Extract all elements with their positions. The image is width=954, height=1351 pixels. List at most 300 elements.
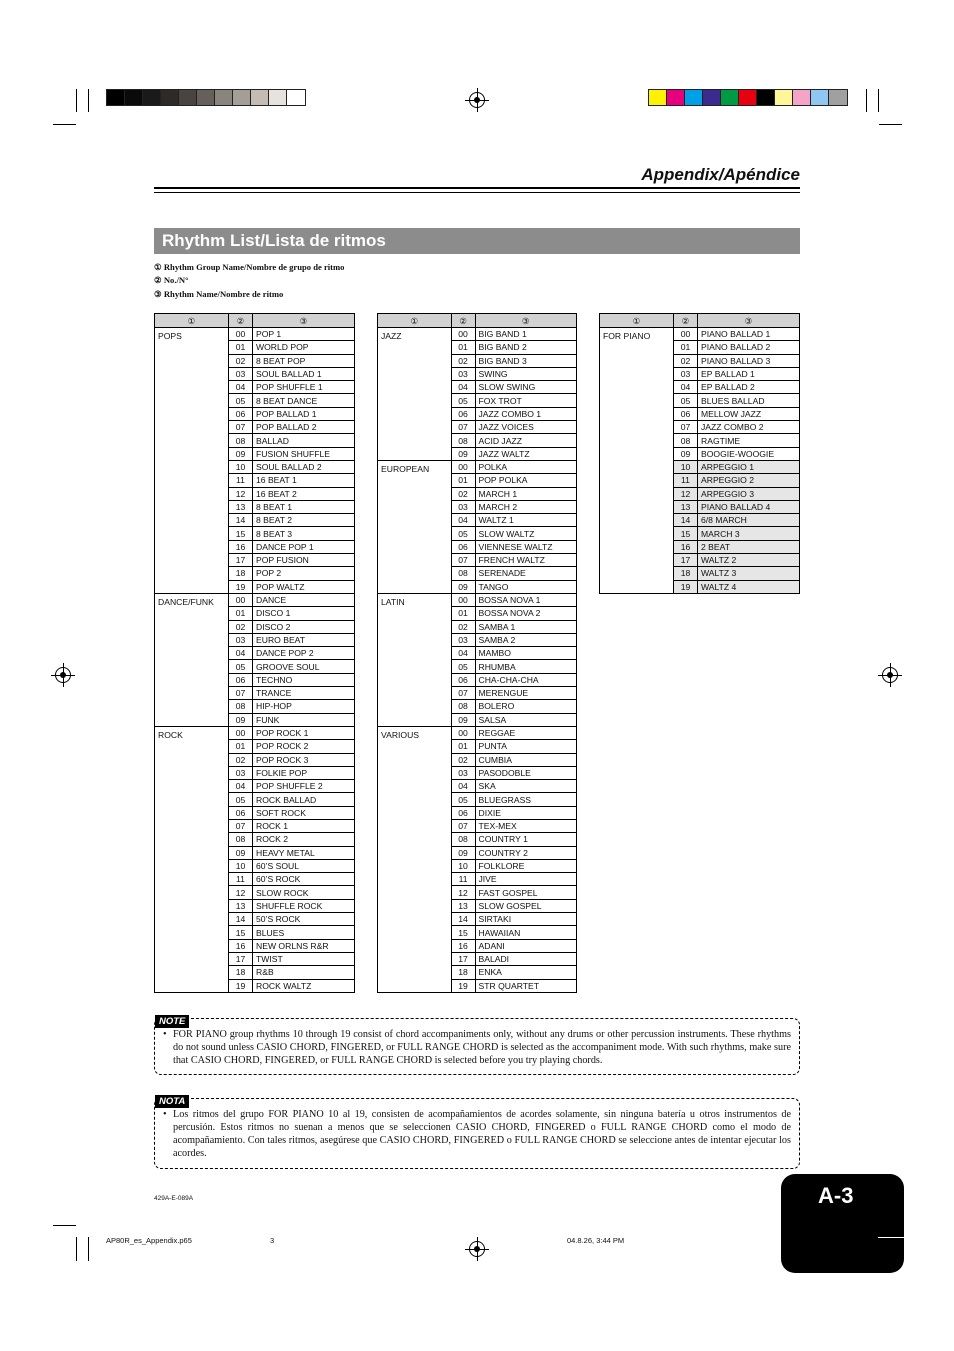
color-swatch: [143, 90, 161, 105]
rhythm-name: TWIST: [253, 952, 355, 965]
rhythm-name: POP ROCK 2: [253, 740, 355, 753]
rhythm-name: SAMBA 2: [475, 633, 577, 646]
rhythm-number: 00: [451, 726, 475, 739]
color-swatch: [829, 90, 847, 105]
rhythm-name: 8 BEAT DANCE: [253, 394, 355, 407]
rhythm-number: 08: [451, 833, 475, 846]
rhythm-number: 00: [451, 328, 475, 341]
rhythm-name: ROCK BALLAD: [253, 793, 355, 806]
color-swatch: [233, 90, 251, 105]
rhythm-name: DISCO 1: [253, 607, 355, 620]
rhythm-name: PASODOBLE: [475, 766, 577, 779]
rhythm-number: 16: [229, 939, 253, 952]
rhythm-name: EP BALLAD 1: [698, 367, 800, 380]
rhythm-name: SAMBA 1: [475, 620, 577, 633]
page-heading: Rhythm List/Lista de ritmos: [162, 231, 386, 250]
rhythm-number: 03: [451, 766, 475, 779]
column-header: ③: [698, 314, 800, 328]
rhythm-group-name: EUROPEAN: [378, 460, 452, 593]
rhythm-name: MARCH 2: [475, 500, 577, 513]
rhythm-name: POP WALTZ: [253, 580, 355, 593]
registration-mark-icon: [469, 92, 485, 108]
color-swatch: [197, 90, 215, 105]
rhythm-name: SLOW WALTZ: [475, 527, 577, 540]
rhythm-name: ENKA: [475, 966, 577, 979]
header-rule: [154, 192, 800, 193]
table-row: [600, 328, 800, 341]
rhythm-group-name: ROCK: [155, 726, 229, 992]
rhythm-number: 03: [451, 500, 475, 513]
color-swatch: [703, 90, 721, 105]
rhythm-group-name: JAZZ: [378, 328, 452, 461]
rhythm-number: 17: [451, 952, 475, 965]
rhythm-name: GROOVE SOUL: [253, 660, 355, 673]
rhythm-name: BOSSA NOVA 1: [475, 593, 577, 606]
rhythm-name: ACID JAZZ: [475, 434, 577, 447]
legend-item: ① Rhythm Group Name/Nombre de grupo de ritmo: [154, 262, 345, 272]
rhythm-name: SIRTAKI: [475, 913, 577, 926]
bullet-icon: •: [163, 1029, 167, 1040]
rhythm-name: HEAVY METAL: [253, 846, 355, 859]
rhythm-number: 12: [229, 886, 253, 899]
rhythm-name: ROCK WALTZ: [253, 979, 355, 992]
rhythm-number: 03: [229, 367, 253, 380]
column-header: ②: [451, 314, 475, 328]
rhythm-name: CUMBIA: [475, 753, 577, 766]
rhythm-number: 03: [229, 766, 253, 779]
rhythm-number: 07: [229, 819, 253, 832]
rhythm-name: DIXIE: [475, 806, 577, 819]
section-title: Appendix/Apéndice: [641, 165, 800, 184]
rhythm-name: FUSION SHUFFLE: [253, 447, 355, 460]
color-swatch: [757, 90, 775, 105]
note-box-spanish: [154, 1098, 800, 1169]
rhythm-name: POLKA: [475, 460, 577, 473]
rhythm-number: 03: [451, 633, 475, 646]
table-row: [155, 593, 355, 606]
rhythm-name: POP POLKA: [475, 474, 577, 487]
crop-mark: [879, 124, 902, 125]
rhythm-number: 15: [451, 926, 475, 939]
rhythm-name: SHUFFLE ROCK: [253, 899, 355, 912]
rhythm-name: JAZZ COMBO 1: [475, 407, 577, 420]
legend-item: ② No./N°: [154, 275, 189, 286]
color-swatch: [161, 90, 179, 105]
rhythm-number: 02: [451, 620, 475, 633]
rhythm-number: 13: [674, 500, 698, 513]
rhythm-name: RAGTIME: [698, 434, 800, 447]
rhythm-name: WALTZ 1: [475, 514, 577, 527]
rhythm-number: 06: [229, 673, 253, 686]
rhythm-number: 09: [229, 447, 253, 460]
rhythm-number: 04: [451, 780, 475, 793]
note-label: NOTE: [155, 1015, 189, 1028]
rhythm-name: MARCH 1: [475, 487, 577, 500]
rhythm-name: CHA-CHA-CHA: [475, 673, 577, 686]
color-swatch: [215, 90, 233, 105]
rhythm-name: POP SHUFFLE 1: [253, 381, 355, 394]
rhythm-name: PIANO BALLAD 4: [698, 500, 800, 513]
rhythm-name: 8 BEAT 3: [253, 527, 355, 540]
rhythm-number: 16: [229, 540, 253, 553]
rhythm-name: HIP-HOP: [253, 700, 355, 713]
rhythm-number: 05: [674, 394, 698, 407]
rhythm-name: 60’S SOUL: [253, 859, 355, 872]
heading-bar: [154, 228, 800, 254]
rhythm-name: VIENNESE WALTZ: [475, 540, 577, 553]
rhythm-number: 10: [229, 460, 253, 473]
rhythm-number: 17: [229, 952, 253, 965]
color-swatch: [667, 90, 685, 105]
rhythm-number: 00: [674, 328, 698, 341]
legend-item: ③ Rhythm Name/Nombre de ritmo: [154, 288, 284, 299]
rhythm-name: PUNTA: [475, 740, 577, 753]
rhythm-number: 12: [451, 886, 475, 899]
color-swatch: [125, 90, 143, 105]
rhythm-number: 10: [674, 460, 698, 473]
rhythm-number: 02: [451, 753, 475, 766]
rhythm-number: 09: [451, 580, 475, 593]
rhythm-number: 05: [451, 394, 475, 407]
rhythm-number: 02: [674, 354, 698, 367]
grayscale-print-bar: [106, 89, 306, 106]
rhythm-name: TRANCE: [253, 687, 355, 700]
color-swatch: [811, 90, 829, 105]
rhythm-number: 01: [451, 474, 475, 487]
column-header: ②: [229, 314, 253, 328]
color-swatch: [287, 90, 305, 105]
rhythm-number: 09: [451, 713, 475, 726]
color-swatch: [721, 90, 739, 105]
crop-mark: [878, 89, 879, 112]
rhythm-name: POP ROCK 1: [253, 726, 355, 739]
rhythm-name: SWING: [475, 367, 577, 380]
header-rule: [154, 187, 800, 189]
rhythm-name: 2 BEAT: [698, 540, 800, 553]
table-row: [378, 460, 577, 473]
rhythm-name: EURO BEAT: [253, 633, 355, 646]
rhythm-name: WALTZ 2: [698, 554, 800, 567]
rhythm-number: 06: [451, 806, 475, 819]
rhythm-name: STR QUARTET: [475, 979, 577, 992]
registration-mark-icon: [469, 1241, 485, 1257]
rhythm-number: 01: [229, 341, 253, 354]
rhythm-number: 04: [674, 381, 698, 394]
rhythm-number: 02: [229, 354, 253, 367]
rhythm-number: 04: [229, 780, 253, 793]
rhythm-name: SOUL BALLAD 1: [253, 367, 355, 380]
column-header: ②: [674, 314, 698, 328]
rhythm-number: 04: [451, 514, 475, 527]
rhythm-name: POP SHUFFLE 2: [253, 780, 355, 793]
rhythm-number: 07: [451, 687, 475, 700]
rhythm-number: 05: [229, 660, 253, 673]
rhythm-number: 01: [229, 740, 253, 753]
rhythm-name: JAZZ WALTZ: [475, 447, 577, 460]
rhythm-number: 17: [674, 554, 698, 567]
rhythm-name: ARPEGGIO 1: [698, 460, 800, 473]
rhythm-name: 8 BEAT 1: [253, 500, 355, 513]
rhythm-number: 09: [229, 846, 253, 859]
rhythm-number: 04: [229, 381, 253, 394]
rhythm-number: 04: [451, 381, 475, 394]
rhythm-name: TEX-MEX: [475, 819, 577, 832]
rhythm-number: 07: [229, 421, 253, 434]
rhythm-number: 18: [674, 567, 698, 580]
crop-mark: [88, 1237, 89, 1261]
rhythm-number: 08: [674, 434, 698, 447]
color-swatch: [793, 90, 811, 105]
rhythm-name: DANCE POP 2: [253, 647, 355, 660]
column-header: ①: [155, 314, 229, 328]
rhythm-number: 02: [229, 753, 253, 766]
column-header: ③: [475, 314, 577, 328]
rhythm-number: 15: [229, 527, 253, 540]
rhythm-number: 05: [229, 394, 253, 407]
rhythm-name: DANCE: [253, 593, 355, 606]
rhythm-name: 6/8 MARCH: [698, 514, 800, 527]
rhythm-name: JIVE: [475, 873, 577, 886]
rhythm-table-1: [154, 313, 355, 993]
rhythm-name: FRENCH WALTZ: [475, 554, 577, 567]
rhythm-number: 14: [451, 913, 475, 926]
rhythm-number: 13: [229, 899, 253, 912]
rhythm-number: 11: [229, 873, 253, 886]
color-swatch: [179, 90, 197, 105]
color-swatch: [649, 90, 667, 105]
rhythm-number: 02: [451, 487, 475, 500]
rhythm-name: BOOGIE-WOOGIE: [698, 447, 800, 460]
table-row: [155, 726, 355, 739]
rhythm-name: 8 BEAT 2: [253, 514, 355, 527]
footer-page-number: 3: [270, 1236, 275, 1245]
table-row: [155, 328, 355, 341]
rhythm-number: 14: [229, 913, 253, 926]
rhythm-group-name: DANCE/FUNK: [155, 593, 229, 726]
rhythm-number: 06: [674, 407, 698, 420]
rhythm-number: 01: [451, 740, 475, 753]
rhythm-group-name: VARIOUS: [378, 726, 452, 992]
registration-mark-icon: [55, 667, 71, 683]
rhythm-number: 10: [229, 859, 253, 872]
color-swatch: [107, 90, 125, 105]
rhythm-number: 04: [229, 647, 253, 660]
rhythm-number: 03: [229, 633, 253, 646]
crop-mark: [76, 1237, 77, 1261]
rhythm-name: BOSSA NOVA 2: [475, 607, 577, 620]
rhythm-name: HAWAIIAN: [475, 926, 577, 939]
rhythm-name: BOLERO: [475, 700, 577, 713]
rhythm-name: REGGAE: [475, 726, 577, 739]
rhythm-name: FUNK: [253, 713, 355, 726]
rhythm-name: COUNTRY 1: [475, 833, 577, 846]
rhythm-name: POP FUSION: [253, 554, 355, 567]
rhythm-name: ADANI: [475, 939, 577, 952]
note-label: NOTA: [155, 1095, 189, 1108]
rhythm-group-name: FOR PIANO: [600, 328, 674, 594]
rhythm-number: 08: [229, 833, 253, 846]
rhythm-number: 06: [451, 673, 475, 686]
rhythm-name: COUNTRY 2: [475, 846, 577, 859]
rhythm-number: 05: [451, 660, 475, 673]
rhythm-name: FOX TROT: [475, 394, 577, 407]
rhythm-name: SLOW SWING: [475, 381, 577, 394]
rhythm-number: 00: [451, 460, 475, 473]
color-swatch: [269, 90, 287, 105]
rhythm-number: 09: [451, 846, 475, 859]
rhythm-number: 06: [229, 806, 253, 819]
rhythm-number: 15: [229, 926, 253, 939]
color-print-bar: [648, 89, 848, 106]
rhythm-number: 15: [674, 527, 698, 540]
rhythm-number: 11: [451, 873, 475, 886]
rhythm-name: WALTZ 3: [698, 567, 800, 580]
rhythm-name: BALLAD: [253, 434, 355, 447]
rhythm-number: 03: [451, 367, 475, 380]
rhythm-name: MAMBO: [475, 647, 577, 660]
rhythm-name: TECHNO: [253, 673, 355, 686]
color-swatch: [251, 90, 269, 105]
rhythm-number: 19: [674, 580, 698, 593]
rhythm-number: 13: [451, 899, 475, 912]
crop-mark: [76, 89, 77, 112]
rhythm-number: 18: [451, 966, 475, 979]
rhythm-name: ARPEGGIO 3: [698, 487, 800, 500]
color-swatch: [739, 90, 757, 105]
column-header: ①: [378, 314, 452, 328]
column-header: ③: [253, 314, 355, 328]
rhythm-number: 00: [229, 726, 253, 739]
rhythm-number: 07: [451, 554, 475, 567]
rhythm-number: 08: [229, 700, 253, 713]
column-legend: [154, 261, 344, 301]
rhythm-name: BIG BAND 3: [475, 354, 577, 367]
rhythm-name: BALADI: [475, 952, 577, 965]
rhythm-number: 19: [229, 580, 253, 593]
rhythm-name: JAZZ COMBO 2: [698, 421, 800, 434]
rhythm-number: 01: [229, 607, 253, 620]
rhythm-number: 02: [229, 620, 253, 633]
note-text: • Los ritmos del grupo FOR PIANO 10 al 19, consisten de acompañamientos de acordes solamente, sin ninguna batería u otros instrumentos de percusión. Estos ritmos no suenan a menos que se seleccionen CASIO CHORD, FINGERED o FULL RANGE CHORD como el modo de acompañamiento. Con tales ritmos, asegúrese que CASIO CHORD, FINGERED o FULL RANGE CHORD se seleccione antes de intentar ejecutar los acordes.: [163, 1109, 791, 1159]
rhythm-name: ROCK 1: [253, 819, 355, 832]
rhythm-table-2: [377, 313, 577, 993]
rhythm-number: 00: [451, 593, 475, 606]
rhythm-name: POP 1: [253, 328, 355, 341]
color-swatch: [685, 90, 703, 105]
rhythm-number: 12: [674, 487, 698, 500]
rhythm-name: 50’S ROCK: [253, 913, 355, 926]
rhythm-number: 10: [451, 859, 475, 872]
rhythm-number: 07: [229, 687, 253, 700]
rhythm-number: 06: [451, 407, 475, 420]
rhythm-name: MERENGUE: [475, 687, 577, 700]
rhythm-number: 06: [451, 540, 475, 553]
color-swatch: [775, 90, 793, 105]
rhythm-name: POP BALLAD 1: [253, 407, 355, 420]
rhythm-number: 07: [451, 421, 475, 434]
rhythm-group-name: POPS: [155, 328, 229, 594]
rhythm-number: 19: [229, 979, 253, 992]
rhythm-name: POP 2: [253, 567, 355, 580]
rhythm-name: SERENADE: [475, 567, 577, 580]
rhythm-number: 08: [451, 700, 475, 713]
crop-mark: [53, 1225, 76, 1226]
crop-mark: [53, 124, 76, 125]
rhythm-number: 16: [451, 939, 475, 952]
rhythm-number: 01: [451, 607, 475, 620]
rhythm-name: BLUES BALLAD: [698, 394, 800, 407]
rhythm-number: 16: [674, 540, 698, 553]
rhythm-number: 18: [229, 966, 253, 979]
rhythm-name: DISCO 2: [253, 620, 355, 633]
rhythm-number: 08: [229, 434, 253, 447]
rhythm-number: 19: [451, 979, 475, 992]
footer-filename: AP80R_es_Appendix.p65: [106, 1236, 192, 1245]
rhythm-name: MARCH 3: [698, 527, 800, 540]
rhythm-number: 13: [229, 500, 253, 513]
rhythm-name: 60’S ROCK: [253, 873, 355, 886]
rhythm-name: ROCK 2: [253, 833, 355, 846]
rhythm-number: 00: [229, 328, 253, 341]
rhythm-name: SOFT ROCK: [253, 806, 355, 819]
rhythm-number: 04: [451, 647, 475, 660]
rhythm-name: BLUEGRASS: [475, 793, 577, 806]
rhythm-number: 17: [229, 554, 253, 567]
rhythm-number: 02: [451, 354, 475, 367]
rhythm-number: 14: [229, 514, 253, 527]
rhythm-number: 12: [229, 487, 253, 500]
rhythm-number: 09: [229, 713, 253, 726]
rhythm-number: 07: [451, 819, 475, 832]
rhythm-number: 05: [451, 527, 475, 540]
table-row: [378, 726, 577, 739]
rhythm-number: 06: [229, 407, 253, 420]
rhythm-name: DANCE POP 1: [253, 540, 355, 553]
column-header: ①: [600, 314, 674, 328]
document-code: 429A-E-089A: [154, 1195, 194, 1202]
rhythm-name: PIANO BALLAD 3: [698, 354, 800, 367]
rhythm-name: SKA: [475, 780, 577, 793]
registration-mark-icon: [882, 667, 898, 683]
rhythm-number: 09: [674, 447, 698, 460]
rhythm-name: SLOW ROCK: [253, 886, 355, 899]
rhythm-name: EP BALLAD 2: [698, 381, 800, 394]
note-box-english: [154, 1018, 800, 1075]
rhythm-name: PIANO BALLAD 1: [698, 328, 800, 341]
rhythm-number: 05: [451, 793, 475, 806]
rhythm-name: 8 BEAT POP: [253, 354, 355, 367]
rhythm-number: 07: [674, 421, 698, 434]
rhythm-number: 00: [229, 593, 253, 606]
rhythm-number: 03: [674, 367, 698, 380]
rhythm-table-3: [599, 313, 800, 594]
page-label: A-3: [818, 1183, 854, 1208]
rhythm-name: JAZZ VOICES: [475, 421, 577, 434]
rhythm-name: TANGO: [475, 580, 577, 593]
rhythm-name: MELLOW JAZZ: [698, 407, 800, 420]
rhythm-number: 08: [451, 567, 475, 580]
rhythm-name: SALSA: [475, 713, 577, 726]
rhythm-number: 08: [451, 434, 475, 447]
rhythm-name: SLOW GOSPEL: [475, 899, 577, 912]
rhythm-name: PIANO BALLAD 2: [698, 341, 800, 354]
rhythm-name: ARPEGGIO 2: [698, 474, 800, 487]
rhythm-number: 09: [451, 447, 475, 460]
rhythm-name: BLUES: [253, 926, 355, 939]
rhythm-name: POP BALLAD 2: [253, 421, 355, 434]
rhythm-name: BIG BAND 2: [475, 341, 577, 354]
rhythm-name: R&B: [253, 966, 355, 979]
